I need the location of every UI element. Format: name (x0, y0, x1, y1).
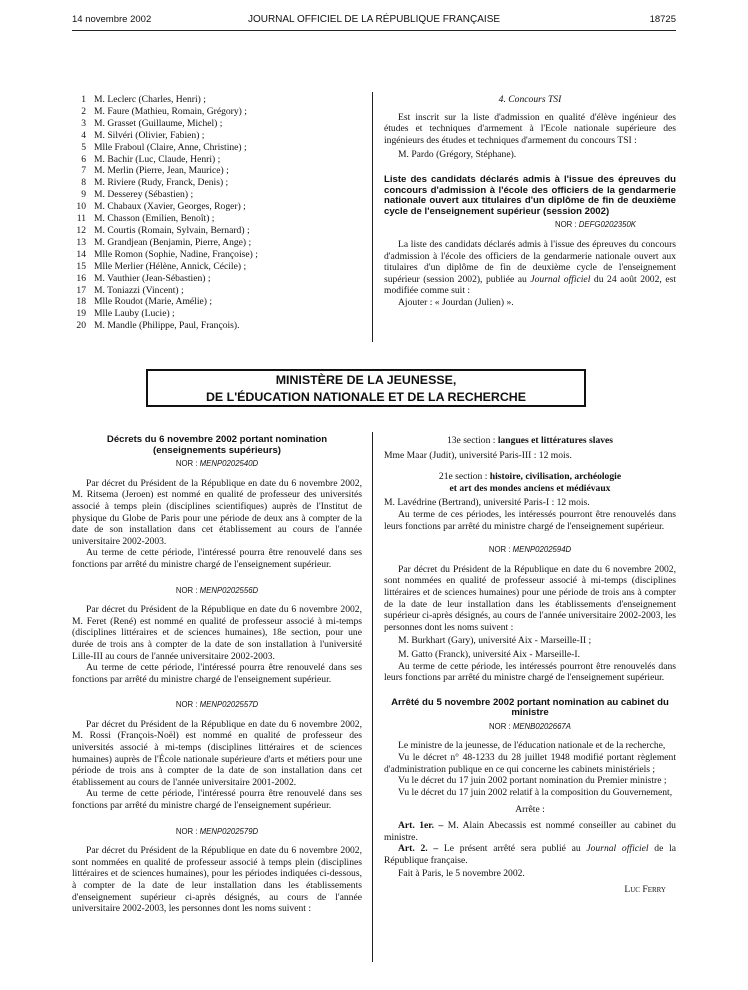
section-21-name: M. Lavédrine (Bertrand), université Paris-I : 12 mois. (384, 497, 590, 509)
list-item (72, 130, 362, 142)
decrets-column (72, 435, 362, 915)
section-21-label: 21e section : (438, 471, 490, 483)
list-item (72, 273, 362, 285)
list-item-text: Mlle Merlier (Hélène, Annick, Cécile) ; (94, 260, 247, 272)
list-item-text: M. Riviere (Rudy, Franck, Denis) ; (94, 177, 229, 189)
mi-temps-renewal: Au terme de cette période, les intéressés pourront être renouvelés dans leurs fonctions par arrêté du ministre chargé de l'enseignement supérieur. (384, 660, 676, 684)
nor-reference-3: NOR : MENP0202557D (175, 700, 259, 710)
list-item (72, 249, 362, 261)
header-rule (72, 30, 676, 31)
list-item (72, 165, 362, 177)
nor-reference-1: NOR : MENP0202540D (175, 459, 259, 469)
decret-rossi-renewal: Au terme de cette période, l'intéressé pourra être renouvelé dans ses fonctions par arrêté du ministre chargé de l'enseignement supérieur. (72, 788, 362, 812)
list-item-text: M. Desserey (Sébastien) ; (94, 189, 194, 201)
list-item-text: Mlle Lauby (Lucie) ; (94, 308, 175, 320)
list-item-number: 17 (76, 284, 86, 296)
liste-candidats-title: Liste des candidats déclarés admis à l'issue des épreuves du concours d'admission à l'école des officiers de la gendarmerie nationale ouvert aux titulaires d'un diplôme de fin de deuxième cycle de l'enseignement supérieur (session 2002) (384, 173, 676, 217)
ministry-line-2: DE L'ÉDUCATION NATIONALE ET DE LA RECHERCHE (205, 389, 527, 404)
list-item-number: 9 (81, 189, 86, 201)
list-item (72, 177, 362, 189)
list-item-number: 11 (76, 213, 86, 225)
arrete-vu-3: Vu le décret du 17 juin 2002 relatif à la composition du Gouvernement, (398, 786, 673, 798)
list-item-text: M. Mandle (Philippe, Paul, François). (94, 320, 240, 332)
nor-reference-4: NOR : MENP0202579D (175, 826, 259, 836)
list-item-number: 12 (76, 224, 86, 236)
mi-temps-name-1: M. Burkhart (Gary), université Aix - Marseille-II ; (398, 635, 592, 647)
nor-code-5: MENP0202594D (512, 545, 572, 555)
decret-feret-renewal: Au terme de cette période, l'intéressé pourra être renouvelé dans ses fonctions par arrêté du ministre chargé de l'enseignement supérieur. (72, 662, 362, 685)
list-item-text: M. Grandjean (Benjamin, Pierre, Ange) ; (94, 236, 252, 248)
nor-code-3: MENP0202557D (199, 700, 259, 710)
decret-ritsema: Par décret du Président de la République en date du 6 novembre 2002, M. Ritsema (Jeroen) est nommé en qualité de professeur des universités associé à temps plein (disciplines scientifiques) auprès de l'Institut de physique du Globe de Paris pour une période de deux ans à compter de la date de son installation dans cet établissement au cours de l'année universitaire 2002-2003. (72, 477, 362, 547)
page-header (72, 14, 676, 30)
decret-rossi: Par décret du Président de la République en date du 6 novembre 2002, M. Rossi (François-Noël) est nommé en qualité de professeur des universités associé à mi-temps (disciplines littéraires et de sciences humaines) auprès de l'École nationale supérieure d'arts et métiers pour une période de trois ans à compter de la date de son installation dans cet établissement au cours de l'année universitaire 2001-2002. (72, 718, 362, 788)
list-item-number: 16 (76, 272, 86, 284)
list-item-number: 18 (76, 296, 86, 308)
list-item-number: 5 (81, 141, 86, 153)
nor-reference-6: NOR : MENB0202667A (489, 721, 571, 731)
list-item-text: M. Courtis (Romain, Sylvain, Bernard) ; (94, 224, 250, 236)
list-item-number: 20 (76, 320, 86, 332)
liste-text-part-a: La liste des candidats déclarés admis à l'issue des épreuves du concours d'admission à l'école des officiers de la gendarmerie nationale ouvert aux titulaires d'un diplôme de fin de deuxième cycle de l'enseignement supérieur (session 2002), publiée au (384, 238, 676, 285)
list-item-number: 7 (81, 165, 86, 177)
nor-reference-5: NOR : MENP0202594D (488, 545, 572, 555)
section-13-name: Mme Maar (Judit), université Paris-III : 12 mois. (384, 449, 572, 461)
nor-code-1: MENP0202540D (199, 459, 259, 469)
list-item-number: 14 (76, 248, 86, 260)
list-item-number: 4 (81, 129, 86, 141)
section-13-heading (384, 435, 676, 447)
signature: Luc Ferry (624, 884, 666, 895)
section-21-renewal: Au terme de ces périodes, les intéressés pourront être renouvelés dans leurs fonctions par arrêté du ministre chargé de l'enseignement supérieur. (384, 508, 676, 532)
list-item (72, 201, 362, 213)
list-item-number: 1 (81, 94, 86, 105)
article-1-label: Art. 1er. – (398, 820, 444, 832)
article-2-text-b: de la République française. (384, 843, 676, 866)
liste-text-part-b: du 24 août 2002, est modifiée comme suit : (384, 273, 676, 297)
article-1-text: M. Alain Abecassis est nommé conseiller au cabinet du ministre. (384, 820, 676, 843)
section-21-subject-line-2: et art des mondes anciens et médiévaux (449, 482, 611, 494)
nor-reference (384, 219, 636, 231)
arrete-preamble: Le ministre de la jeunesse, de l'éducation nationale et de la recherche, (398, 740, 666, 752)
arrete-vu-1: Vu le décret n° 48-1233 du 28 juillet 1948 modifié portant règlement d'administration publique en ce qui concerne les cabinets ministériels ; (384, 752, 676, 775)
list-item-text: M. Silvéri (Olivier, Fabien) ; (94, 129, 205, 141)
list-item-number: 13 (76, 236, 86, 248)
list-item-text: Mlle Fraboul (Claire, Anne, Christine) ; (94, 141, 247, 153)
ministry-heading-box (146, 369, 586, 407)
list-item (72, 189, 362, 201)
journal-officiel-ref: Journal officiel (530, 273, 591, 285)
list-item (72, 154, 362, 166)
section-21-subject: histoire, civilisation, archéologie (489, 471, 622, 483)
arrete-title: Arrêté du 5 novembre 2002 portant nomination au cabinet du ministre (391, 696, 669, 719)
fait-a-paris: Fait à Paris, le 5 novembre 2002. (398, 868, 525, 880)
list-item-text: M. Bachir (Luc, Claude, Henri) ; (94, 153, 221, 165)
list-item (72, 296, 362, 308)
admission-list-column (72, 94, 362, 332)
list-item-text: M. Chasson (Emilien, Benoît) ; (94, 213, 215, 225)
mi-temps-name-2: M. Gatto (Franck), université Aix - Marseille-I. (398, 648, 580, 660)
list-item (72, 213, 362, 225)
header-date: 14 novembre 2002 (72, 14, 152, 25)
decret-feret: Par décret du Président de la République en date du 6 novembre 2002, M. Feret (René) est nommé en qualité de professeur associé à mi-temps (disciplines littéraires et de sciences humaines), 18e section, pour une durée de trois ans à compter de la date de son installation à l'université Lille-III au cours de l'année universitaire 2002-2003. (72, 604, 362, 662)
article-2-label: Art. 2. – (398, 843, 439, 855)
list-item (72, 106, 362, 118)
article-2-text-a: Le présent arrêté sera publié au (438, 843, 587, 855)
list-item-text: Mlle Roudot (Marie, Amélie) ; (94, 296, 213, 308)
nor-code-6: MENB0202667A (512, 721, 571, 731)
liste-candidats-text (384, 239, 676, 297)
article-2 (384, 843, 676, 866)
list-item (72, 320, 362, 332)
list-item-text: M. Grasset (Guillaume, Michel) ; (94, 117, 223, 129)
ajouter-line: Ajouter : « Jourdan (Julien) ». (398, 296, 514, 308)
article-1 (384, 820, 676, 843)
list-item (72, 142, 362, 154)
list-item-text: Mlle Romon (Sophie, Nadine, Françoise) ; (94, 248, 258, 260)
nor-code: DEFG0202350K (578, 220, 636, 230)
right-lower-column (384, 435, 676, 896)
section-13-label: 13e section : (446, 435, 498, 446)
section-13-subject: langues et littératures slaves (497, 435, 614, 446)
nor-reference-2: NOR : MENP0202556D (175, 585, 259, 595)
nor-code-4: MENP0202579D (199, 826, 259, 836)
list-item-number: 10 (76, 201, 86, 213)
column-divider-bottom (372, 432, 373, 962)
decret-ritsema-renewal: Au terme de cette période, l'intéressé pourra être renouvelé dans ses fonctions par arrêté du ministre chargé de l'enseignement supérieur. (72, 547, 362, 570)
decret-temps-plein: Par décret du Président de la République en date du 6 novembre 2002, sont nommées en qualité de professeur associé à temps plein (disciplines littéraires et de sciences humaines), pour les périodes indiquées ci-dessous, à compter de la date de leur installation dans les établissements d'enseignement supérieur ci-après désignés, au cours de l'année universitaire 2002-2003, les personnes dont les noms suivent : (72, 845, 362, 915)
list-item-number: 3 (81, 117, 86, 129)
nor-code-2: MENP0202556D (199, 585, 259, 595)
decrets-title: Décrets du 6 novembre 2002 portant nomination (enseignements supérieurs) (106, 434, 328, 456)
list-item (72, 261, 362, 273)
list-item-number: 19 (76, 308, 86, 320)
list-item-number: 2 (81, 105, 86, 117)
concours-tsi-name: M. Pardo (Grégory, Stéphane). (398, 149, 517, 161)
list-item-number: 8 (81, 177, 86, 189)
concours-tsi-text: Est inscrit sur la liste d'admission en qualité d'élève ingénieur des études et techniques d'armement à l'Ecole nationale supérieure des ingénieurs des études et techniques d'armement du concours TSI : (384, 111, 676, 146)
concours-tsi-title: 4. Concours TSI (498, 94, 562, 105)
nor-label: NOR : (554, 220, 577, 230)
ministry-line-1: MINISTÈRE DE LA JEUNESSE, (275, 373, 457, 387)
header-title: JOURNAL OFFICIEL DE LA RÉPUBLIQUE FRANÇAISE (247, 14, 501, 25)
article-2-journal-officiel: Journal officiel (586, 843, 649, 855)
list-item-text: M. Leclerc (Charles, Henri) ; (94, 94, 206, 105)
list-item-text: M. Faure (Mathieu, Romain, Grégory) ; (94, 105, 247, 117)
column-divider-top (372, 92, 373, 342)
list-item (72, 94, 362, 106)
list-item-number: 15 (76, 260, 86, 272)
list-item-text: M. Merlin (Pierre, Jean, Maurice) ; (94, 165, 229, 177)
list-item-text: M. Toniazzi (Vincent) ; (94, 284, 184, 296)
section-21-heading (384, 471, 676, 483)
list-item (72, 285, 362, 297)
list-item (72, 237, 362, 249)
list-item-text: M. Chabaux (Xavier, Georges, Roger) ; (94, 201, 246, 213)
admission-list (72, 94, 362, 332)
list-item-number: 6 (81, 153, 86, 165)
decret-mi-temps: Par décret du Président de la République en date du 6 novembre 2002, sont nommées en qualité de professeur associé à mi-temps (disciplines littéraires et de sciences humaines) pour une période de trois ans à compter de la date de leur installation dans les établissements d'enseignement supérieur ci-après désignés, au cours de l'année universitaire 2002-2003, les personnes dont les noms suivent : (384, 563, 676, 633)
list-item (72, 308, 362, 320)
arrete-word: Arrête : (515, 804, 545, 816)
list-item-text: M. Vauthier (Jean-Sébastien) ; (94, 272, 211, 284)
list-item (72, 225, 362, 237)
header-page-number: 18725 (649, 14, 676, 25)
list-item (72, 118, 362, 130)
top-right-column (384, 94, 676, 309)
arrete-vu-2: Vu le décret du 17 juin 2002 portant nomination du Premier ministre ; (398, 775, 667, 787)
